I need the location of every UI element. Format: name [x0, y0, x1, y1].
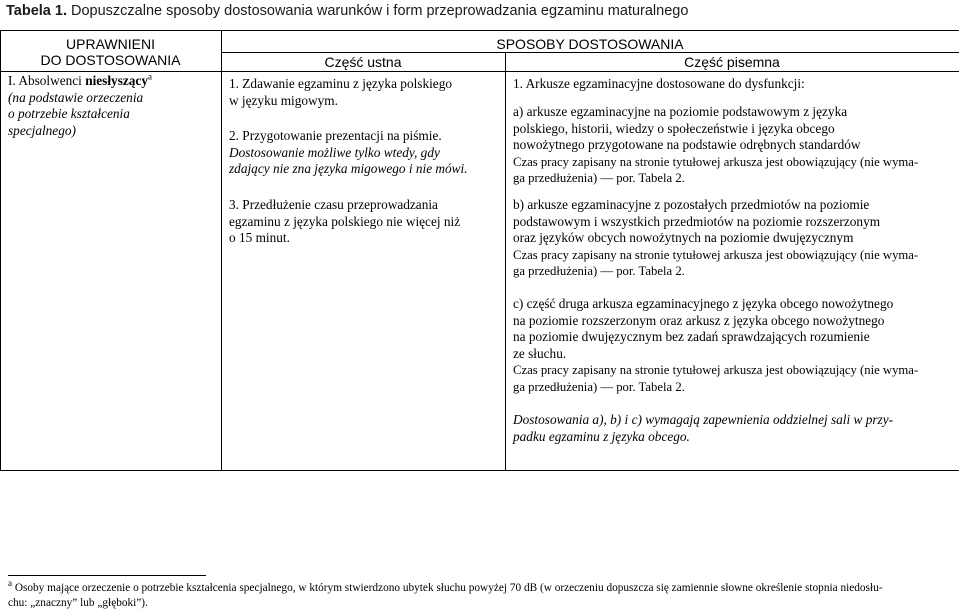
- category-prefix: I. Absolwenci: [8, 73, 86, 88]
- table-title: Dopuszczalne sposoby dostosowania warunków i form przeprowadzania egzaminu maturalnego: [71, 3, 689, 19]
- written-item-line: na poziomie rozszerzonym oraz arkusz z języka obcego nowożytnego: [513, 312, 885, 328]
- category-note-line: specjalnego): [8, 122, 76, 138]
- oral-item-line: egzaminu z języka polskiego nie więcej niż: [229, 213, 461, 229]
- header-oral: Część ustna: [324, 54, 402, 70]
- written-note: [513, 412, 955, 445]
- header-entitled-line2: DO DOSTOSOWANIA: [40, 52, 181, 68]
- col-divider-1: [221, 30, 222, 471]
- time-note-line: ga przedłużenia) — por. Tabela 2.: [513, 171, 685, 186]
- time-note-line: Czas pracy zapisany na stronie tytułowej arkusza jest obowiązujący (nie wyma-: [513, 154, 919, 169]
- oral-item-line: 3. Przedłużenie czasu przeprowadzania: [229, 197, 438, 212]
- category-bold: niesłyszący: [85, 73, 148, 88]
- written-item-line: na poziomie dwujęzycznym bez zadań sprawdzających rozumienie: [513, 329, 870, 345]
- oral-item-line: w języku migowym.: [229, 92, 338, 108]
- header-entitled: [0, 36, 221, 68]
- oral-item-line: o 15 minut.: [229, 230, 290, 246]
- written-item-line: oraz języków obcych nowożytnych na poziomie dwujęzycznym: [513, 230, 854, 246]
- table-top-border: [0, 30, 959, 31]
- written-item-c: [513, 296, 955, 396]
- oral-item-1: [229, 76, 501, 109]
- footnote-mark: a: [8, 578, 12, 589]
- header-adjustments-group: SPOSOBY DOSTOSOWANIA: [496, 36, 684, 52]
- footnote-separator: [8, 575, 206, 576]
- oral-item-note: Dostosowanie możliwe tylko wtedy, gdy: [229, 144, 440, 160]
- table-bottom-border: [0, 470, 959, 471]
- written-item-a: [513, 104, 955, 187]
- group-header-divider: [221, 52, 959, 53]
- written-note-line: Dostosowania a), b) i c) wymagają zapewnienia oddzielnej sali w przy-: [513, 412, 894, 427]
- footnote-line-2: chu: „znaczny” lub „głęboki”).: [8, 597, 148, 609]
- oral-item-line: 2. Przygotowanie prezentacji na piśmie.: [229, 128, 442, 143]
- written-note-line: padku egzaminu z języka obcego.: [513, 428, 690, 444]
- oral-item-2: [229, 128, 501, 178]
- time-note-line: Czas pracy zapisany na stronie tytułowej arkusza jest obowiązujący (nie wyma-: [513, 363, 919, 378]
- oral-item-3: [229, 197, 501, 247]
- footnote-line-1: [8, 578, 953, 596]
- header-entitled-line1: UPRAWNIENI: [66, 36, 155, 52]
- time-note-line: ga przedłużenia) — por. Tabela 2.: [513, 264, 685, 279]
- category-note-line: (na podstawie orzeczenia: [8, 89, 144, 105]
- table-caption: [6, 3, 688, 19]
- oral-item-note: zdający nie zna języka migowego i nie mówi.: [229, 161, 468, 177]
- written-item-b: [513, 197, 955, 280]
- written-item-line: b) arkusze egzaminacyjne z pozostałych przedmiotów na poziomie: [513, 197, 870, 212]
- category-title: [8, 73, 218, 90]
- header-bottom-border: [0, 71, 959, 72]
- written-intro: 1. Arkusze egzaminacyjne dostosowane do dysfunkcji:: [513, 76, 805, 91]
- written-item-line: polskiego, historii, wiedzy o społeczeństwie i języka obcego: [513, 120, 835, 136]
- table-left-border: [0, 30, 1, 471]
- table-number: Tabela 1.: [6, 3, 67, 19]
- oral-item-line: 1. Zdawanie egzaminu z języka polskiego: [229, 76, 453, 91]
- time-note-line: ga przedłużenia) — por. Tabela 2.: [513, 379, 685, 394]
- category-cell: [8, 73, 218, 139]
- written-item-line: c) część druga arkusza egzaminacyjnego z języka obcego nowożytnego: [513, 296, 894, 311]
- written-item-line: podstawowym i wszystkich przedmiotów na poziomie rozszerzonym: [513, 213, 881, 229]
- written-item-line: a) arkusze egzaminacyjne na poziomie podstawowym z języka: [513, 104, 848, 119]
- written-item-line: ze słuchu.: [513, 345, 567, 361]
- time-note-line: Czas pracy zapisany na stronie tytułowej arkusza jest obowiązujący (nie wyma-: [513, 247, 919, 262]
- footnote-ref: a: [147, 71, 152, 82]
- category-note-line: o potrzebie kształcenia: [8, 106, 130, 122]
- col-divider-2: [505, 52, 506, 471]
- footnote: [8, 578, 953, 611]
- footnote-text: Osoby mające orzeczenie o potrzebie kształcenia specjalnego, w którym stwierdzono ubytek słuchu powyżej 70 dB (w orzeczeniu dopuszcza się zamiennie słowne określenie stopnia niedosłu-: [14, 582, 883, 594]
- written-item-line: nowożytnego przygotowane na podstawie odrębnych standardów: [513, 137, 861, 153]
- header-written: Część pisemna: [684, 54, 780, 70]
